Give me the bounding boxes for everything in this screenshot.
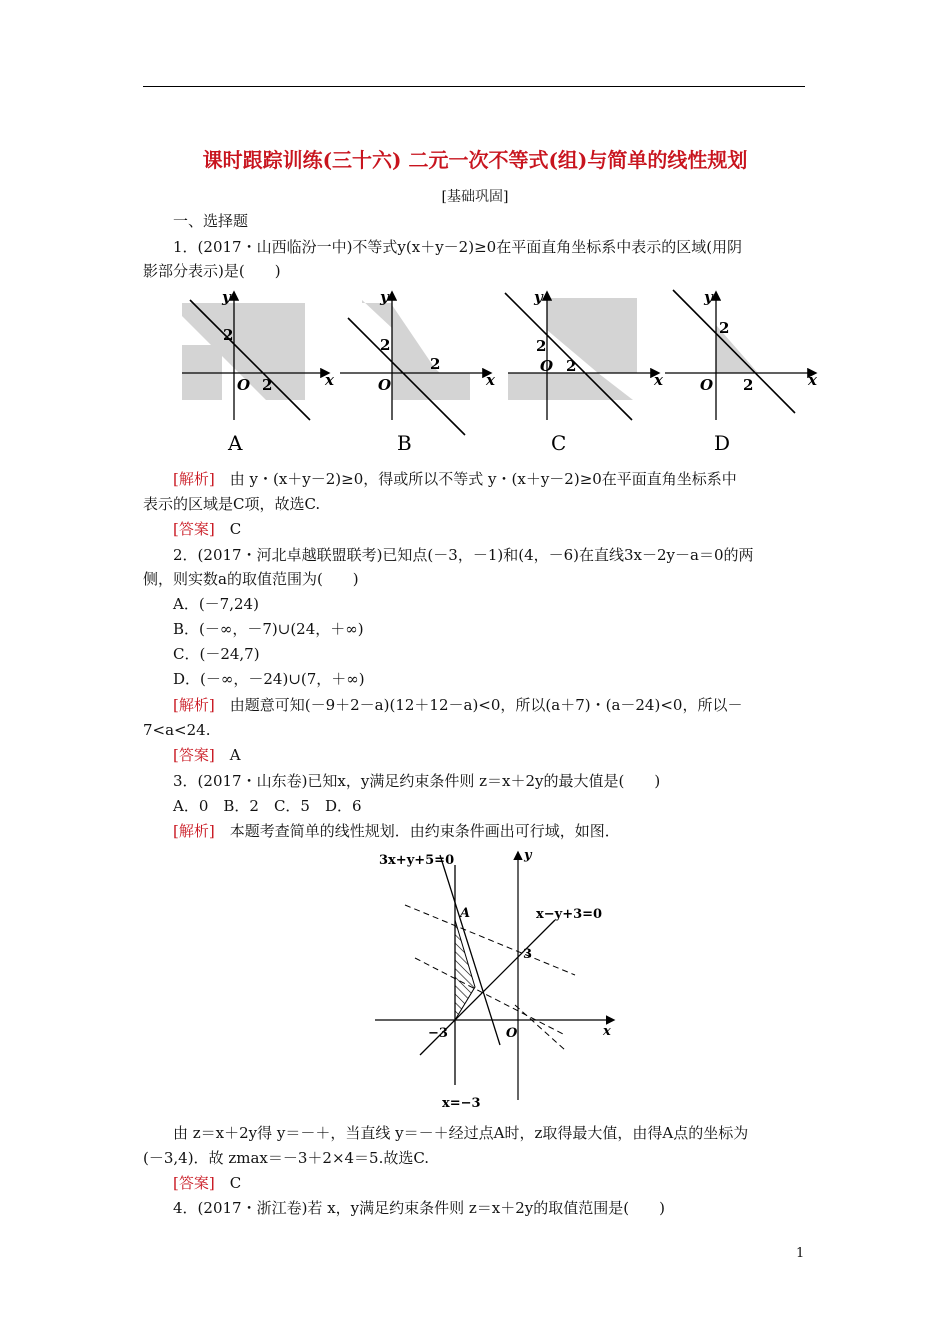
figure-d	[665, 288, 818, 455]
label-c: C	[551, 431, 567, 455]
y-axis-label-a: y	[222, 288, 231, 306]
analysis-text: 由题意可知(－9＋2－a)(12＋12－a)<0，所以(a＋7)・(a－24)<0，所以－	[229, 696, 743, 714]
origin-label: O	[506, 1026, 518, 1041]
answer-value: C	[229, 520, 242, 538]
q1-stem-line1: 1．(2017・山西临汾一中)不等式y(x＋y－2)≥0在平面直角坐标系中表示的区域(用阴	[173, 238, 743, 256]
tick-c-y: 2	[536, 337, 547, 355]
x-axis-label-d: x	[808, 371, 817, 389]
analysis-tag: [解析]	[173, 822, 215, 840]
origin-d: O	[700, 376, 714, 394]
figure-c	[505, 288, 664, 455]
analysis-tag: [解析]	[173, 696, 215, 714]
q3-answer	[173, 1172, 838, 1194]
analysis-tag: [解析]	[173, 470, 215, 488]
q2-option-b: B．(－∞，－7)∪(24，＋∞)	[173, 620, 364, 638]
origin-c: O	[540, 357, 554, 375]
analysis-text: 本题考查简单的线性规划．由约束条件画出可行域，如图．	[229, 822, 620, 840]
answer-tag: [答案]	[173, 520, 215, 538]
figure-a	[182, 288, 335, 455]
tick-y-3: 3	[523, 947, 533, 962]
label-a: A	[228, 431, 243, 455]
x-axis-label-b: x	[486, 371, 495, 389]
tick-b-x: 2	[430, 355, 441, 373]
q3-analysis-line2: 由 z＝x＋2y得 y＝－＋，当直线 y＝－＋经过点A时，z取得最大值，由得A点的坐标为	[173, 1124, 749, 1142]
y-axis-label: y	[524, 848, 532, 863]
tick-c-x: 2	[566, 357, 577, 375]
q2-analysis-line1	[173, 694, 838, 716]
q2-analysis-line2: 7<a<24.	[143, 721, 211, 739]
figure-b	[340, 288, 496, 455]
q3-stem: 3．(2017・山东卷)已知x，y满足约束条件则 z＝x＋2y的最大值是( )	[173, 772, 661, 790]
page-title: 课时跟踪训练(三十六) 二元一次不等式(组)与简单的线性规划	[202, 148, 748, 172]
section-subtitle: [基础巩固]	[441, 189, 509, 205]
origin-a: O	[237, 376, 251, 394]
section-heading: 一、选择题	[173, 212, 249, 230]
q2-stem-line1: 2．(2017・河北卓越联盟联考)已知点(－3，－1)和(4，－6)在直线3x－2y－a＝0的两	[173, 546, 754, 564]
q2-stem-line2: 侧，则实数a的取值范围为( )	[143, 570, 359, 588]
q1-analysis-line1	[173, 468, 838, 490]
tick-a-y: 2	[223, 326, 234, 344]
x-axis-label: x	[603, 1024, 611, 1039]
line-label-x-minus-3: x=−3	[442, 1096, 481, 1111]
q3-analysis-line1	[173, 820, 838, 842]
label-d: D	[714, 431, 731, 455]
tick-a-x: 2	[262, 376, 273, 394]
x-axis-label-c: x	[654, 371, 663, 389]
tick-d-x: 2	[743, 376, 754, 394]
q3-analysis-line3: (－3,4)．故 zmax＝－3＋2×4＝5.故选C.	[143, 1149, 430, 1167]
q1-stem-line2: 影部分表示)是( )	[143, 262, 281, 280]
line-label-x-y-3: x−y+3=0	[536, 907, 603, 922]
q2-option-a: A．(－7,24)	[173, 595, 259, 613]
point-a-label: A	[460, 906, 471, 921]
q2-option-c: C．(－24,7)	[173, 645, 260, 663]
q2-option-d: D．(－∞，－24)∪(7，＋∞)	[173, 670, 365, 688]
q3-feasible-region-figure	[365, 845, 635, 1115]
q3-options: A．0 B．2 C．5 D．6	[173, 797, 362, 815]
line-label-3x-y-5: 3x+y+5=0	[379, 853, 455, 868]
answer-value: A	[229, 746, 241, 764]
analysis-text: 由 y・(x＋y－2)≥0，得或所以不等式 y・(x＋y－2)≥0在平面直角坐标系中	[229, 470, 737, 488]
origin-b: O	[378, 376, 392, 394]
x-axis-label-a: x	[325, 371, 334, 389]
y-axis-label-c: y	[534, 288, 543, 306]
answer-value: C	[229, 1174, 242, 1192]
q4-stem: 4．(2017・浙江卷)若 x，y满足约束条件则 z＝x＋2y的取值范围是( )	[173, 1199, 665, 1217]
tick-d-y: 2	[719, 319, 730, 337]
q1-answer	[173, 518, 838, 540]
label-b: B	[397, 431, 412, 455]
y-axis-label-b: y	[380, 288, 389, 306]
page-number: 1	[796, 1246, 805, 1261]
answer-tag: [答案]	[173, 746, 215, 764]
q1-analysis-line2: 表示的区域是C项，故选C.	[143, 495, 321, 513]
q2-answer	[173, 744, 838, 766]
tick-x-minus-3: −3	[428, 1026, 448, 1041]
tick-b-y: 2	[380, 336, 391, 354]
q1-option-figures	[170, 285, 820, 460]
header-rule	[143, 86, 805, 87]
y-axis-label-d: y	[704, 288, 713, 306]
answer-tag: [答案]	[173, 1174, 215, 1192]
